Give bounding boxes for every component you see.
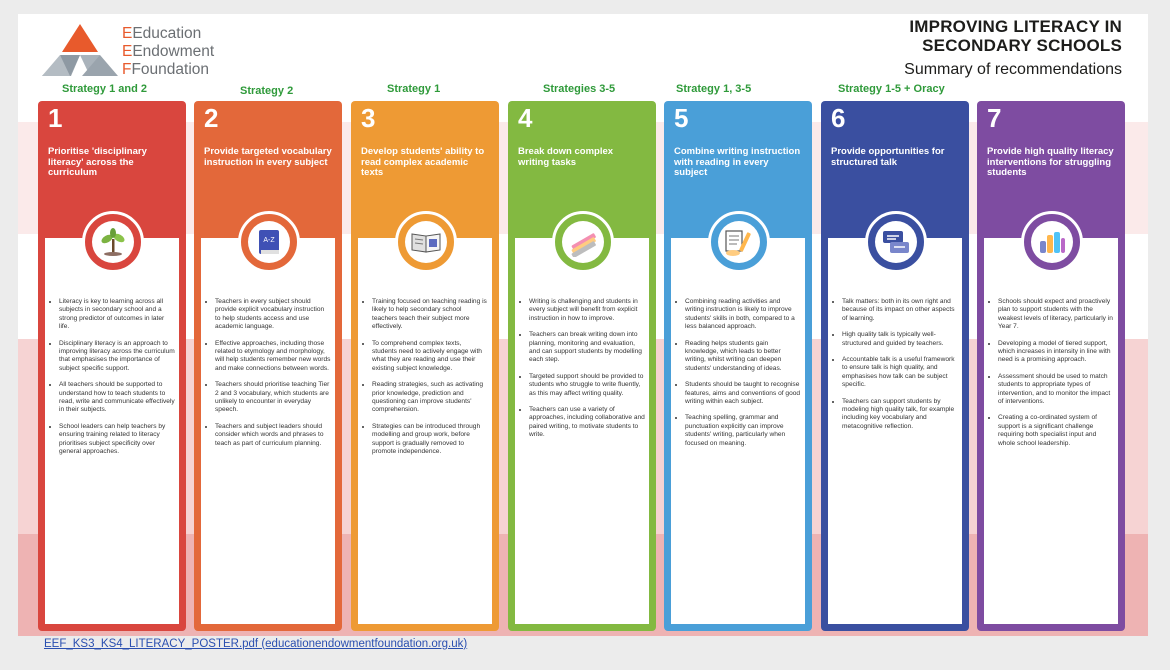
svg-text:A-Z: A-Z (263, 237, 275, 244)
recommendation-number: 6 (831, 103, 846, 133)
recommendation-number: 1 (48, 103, 63, 133)
recommendation-bullets (515, 298, 645, 448)
bullet-item: • To comprehend complex texts, students need to actively engage with what they are reading and use their existing subject knowledge. (372, 340, 488, 374)
bullet-item: • Combining reading activities and writing instruction is likely to improve students' skills in both, compared to a less balanced approach. (685, 298, 801, 332)
recommendation-bullets (45, 298, 175, 465)
recommendation-number: 2 (204, 103, 219, 133)
poster-title (909, 17, 1122, 55)
bullet-item: • Reading helps students gain knowledge, which leads to better writing, whilst writing can deepen students' understanding of ideas. (685, 340, 801, 374)
bullet-item: • School leaders can help teachers by ensuring training related to literacy prioritises subject specificity over general approaches. (59, 423, 175, 457)
bullet-item: • Effective approaches, including those related to etymology and morphology, will help students remember new words and make connections between words. (215, 340, 331, 374)
icon-circle (708, 211, 770, 273)
bullet-item: • Talk matters: both in its own right and because of its impact on other aspects of learning. (842, 298, 958, 323)
org-name-line3: FFoundation (122, 61, 210, 78)
icon-circle (82, 211, 144, 273)
recommendation-number: 5 (674, 103, 689, 133)
bullet-item: • Schools should expect and proactively plan to support students with the weakest levels of literacy, particularly in Year 7. (998, 298, 1114, 332)
icon-circle (865, 211, 927, 273)
strategy-tag-5: Strategy 1, 3-5 (676, 83, 752, 95)
poster-source-link[interactable]: EEF_KS3_KS4_LITERACY_POSTER.pdf (educationendowmentfoundation.org.uk) (44, 638, 468, 650)
strategy-tag-6: Strategy 1-5 + Oracy (838, 83, 945, 95)
title-line1: IMPROVING LITERACY IN (909, 17, 1122, 36)
recommendation-heading: Provide opportunities for structured talk (831, 146, 945, 168)
bullet-item: • Targeted support should be provided to students who struggle to write fluently, as this may affect writing quality. (529, 373, 645, 398)
recommendation-column-4 (508, 101, 656, 631)
recommendation-heading: Provide targeted vocabulary instruction in every subject (204, 146, 332, 168)
recommendation-number: 3 (361, 103, 376, 133)
icon-circle (552, 211, 614, 273)
strategy-tag-2: Strategy 2 (240, 85, 294, 97)
dictionary-icon (248, 221, 290, 263)
recommendation-column-2 (194, 101, 342, 631)
bullet-item: • All teachers should be supported to understand how to teach students to read, write and communicate effectively in their subjects. (59, 381, 175, 415)
icon-circle (238, 211, 300, 273)
plant-icon (92, 221, 134, 263)
bullet-item: • Teachers in every subject should provide explicit vocabulary instruction to help students access and use academic language. (215, 298, 331, 332)
recommendation-column-5 (664, 101, 812, 631)
bullet-item: • Teaching spelling, grammar and punctuation explicitly can improve students' writing, particularly when focused on meaning. (685, 414, 801, 448)
recommendation-heading: Develop students' ability to read complex academic texts (361, 146, 485, 178)
recommendation-heading: Break down complex writing tasks (518, 146, 614, 168)
bullet-item: • Teachers and subject leaders should consider which words and phrases to teach as part of curriculum planning. (215, 423, 331, 448)
bullet-item: • Strategies can be introduced through modelling and group work, before support is gradually removed to promote independence. (372, 423, 488, 457)
recommendation-bullets (671, 298, 801, 456)
bullet-item: • Training focused on teaching reading is likely to help secondary school teachers teach their subject more effectively. (372, 298, 488, 332)
recommendation-bullets (984, 298, 1114, 456)
poster (18, 14, 1148, 636)
bullet-item: • Accountable talk is a useful framework to ensure talk is high quality, and emphasises how talk can be subject specific. (842, 356, 958, 390)
bullet-item: • Developing a model of tiered support, which increases in intensity in line with need is a promising approach. (998, 340, 1114, 365)
speech-bubbles-icon (875, 221, 917, 263)
bullet-item: • High quality talk is typically well-structured and guided by teachers. (842, 331, 958, 348)
recommendation-heading: Provide high quality literacy interventions for struggling students (987, 146, 1114, 178)
eef-logo-icon (40, 22, 120, 78)
recommendation-bullets (358, 298, 488, 465)
poster-subtitle: Summary of recommendations (904, 61, 1122, 78)
strategy-tag-4: Strategies 3-5 (543, 83, 616, 95)
bullet-item: • Teachers can break writing down into planning, monitoring and evaluation, and can support students by modelling each step. (529, 331, 645, 365)
pencils-icon (562, 221, 604, 263)
bar-chart-icon (1031, 221, 1073, 263)
strategy-tag-3: Strategy 1 (387, 83, 441, 95)
bullet-item: • Writing is challenging and students in every subject will benefit from explicit instruction in how to improve. (529, 298, 645, 323)
recommendation-heading: Prioritise 'disciplinary literacy' across the curriculum (48, 146, 147, 178)
bullet-item: • Reading strategies, such as activating prior knowledge, prediction and questioning can improve students' comprehension. (372, 381, 488, 415)
org-name-line1: EEducation (122, 25, 202, 42)
bullet-item: • Creating a co-ordinated system of support is a significant challenge requiring both specialist input and whole school leadership. (998, 414, 1114, 448)
bullet-item: • Teachers can use a variety of approaches, including collaborative and paired writing, to motivate students to write. (529, 406, 645, 440)
org-name (122, 25, 214, 79)
icon-circle (395, 211, 457, 273)
recommendation-bullets (201, 298, 331, 456)
bullet-item: • Assessment should be used to match students to appropriate types of intervention, and to monitor the impact of interventions. (998, 373, 1114, 407)
bullet-item: • Teachers should prioritise teaching Tier 2 and 3 vocabulary, which students are unlikely to encounter in everyday speech. (215, 381, 331, 415)
title-line2: SECONDARY SCHOOLS (922, 36, 1122, 55)
org-name-line2: EEndowment (122, 43, 215, 60)
recommendation-column-1 (38, 101, 186, 631)
bullet-item: • Disciplinary literacy is an approach to improving literacy across the curriculum that emphasises the importance of subject specific support. (59, 340, 175, 374)
reading-writing-icon (718, 221, 760, 263)
bullet-item: • Students should be taught to recognise features, aims and conventions of good writing within each subject. (685, 381, 801, 406)
bullet-item: • Teachers can support students by modeling high quality talk, for example including key vocabulary and metacognitive reflection. (842, 398, 958, 432)
recommendation-number: 7 (987, 103, 1002, 133)
icon-circle (1021, 211, 1083, 273)
strategy-tag-1: Strategy 1 and 2 (62, 83, 147, 95)
open-book-icon (405, 221, 447, 263)
recommendation-column-3 (351, 101, 499, 631)
recommendation-column-6 (821, 101, 969, 631)
recommendation-bullets (828, 298, 958, 439)
bullet-item: • Literacy is key to learning across all subjects in secondary school and a strong predictor of outcomes in later life. (59, 298, 175, 332)
recommendation-heading: Combine writing instruction with reading in every subject (674, 146, 801, 178)
recommendation-column-7 (977, 101, 1125, 631)
recommendation-number: 4 (518, 103, 533, 133)
